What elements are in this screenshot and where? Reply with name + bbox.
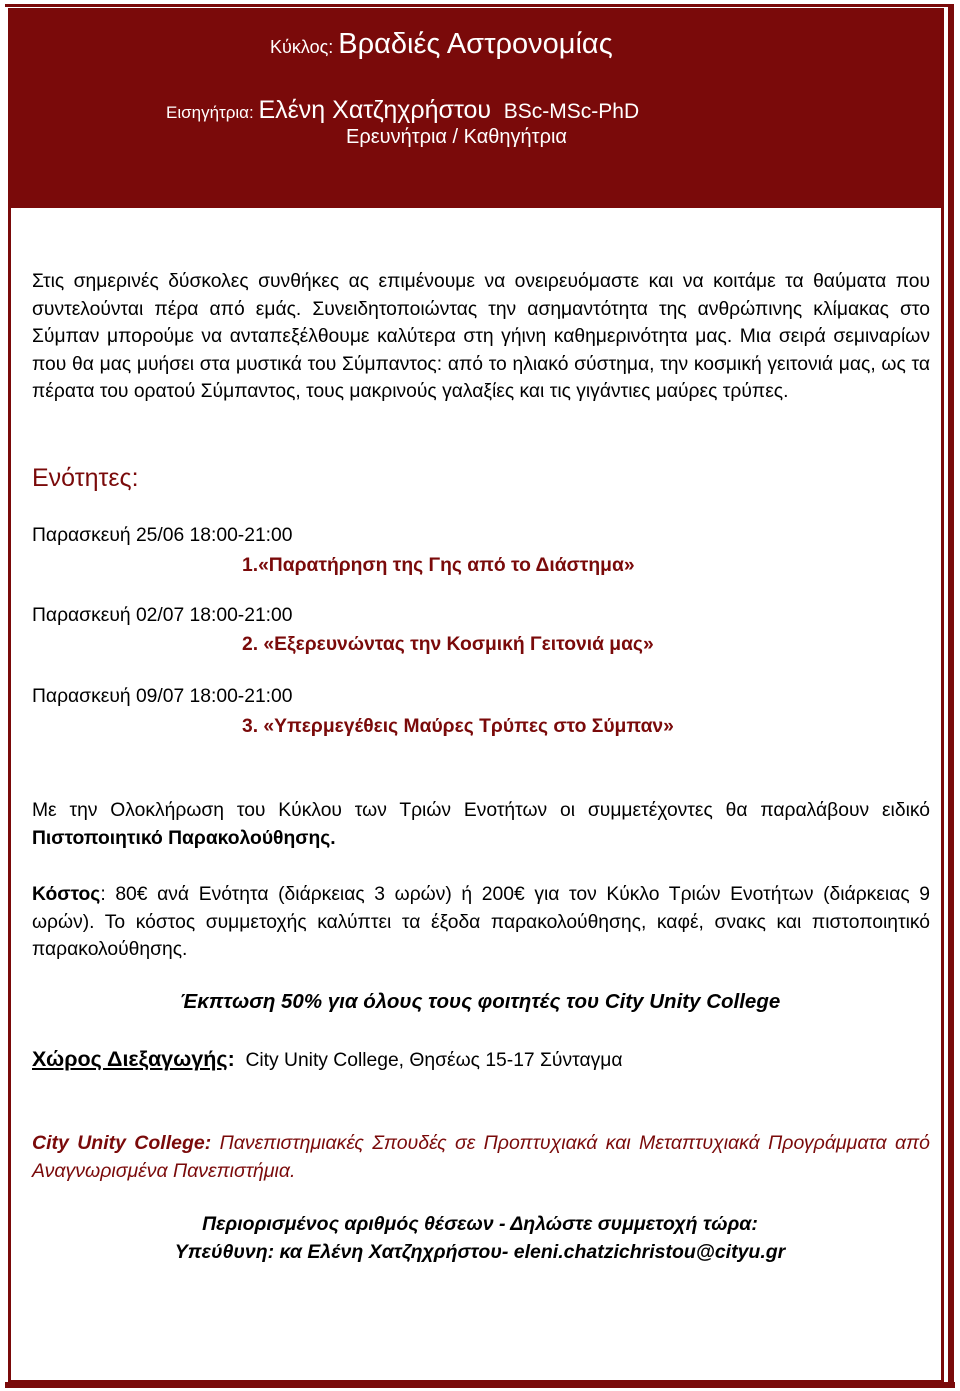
- cost-label: Κόστος: [32, 884, 101, 905]
- cycle-title: Βραδιές Αστρονομίας: [338, 28, 613, 60]
- speaker-role: Ερευνήτρια / Καθηγήτρια: [346, 126, 567, 148]
- venue-colon: :: [227, 1047, 235, 1071]
- speaker-degrees: BSc-MSc-PhD: [503, 100, 640, 123]
- bottom-border: [5, 1382, 955, 1388]
- cycle-line: [270, 28, 613, 61]
- header-banner: [8, 8, 944, 208]
- cycle-label: Κύκλος:: [270, 37, 334, 57]
- session-1-title: 1.«Παρατήρηση της Γης από το Διάστημα»: [242, 555, 635, 576]
- speaker-line: [166, 96, 639, 125]
- session-1-date: Παρασκευή 25/06 18:00-21:00: [32, 525, 293, 546]
- session-3-date: Παρασκευή 09/07 18:00-21:00: [32, 686, 293, 707]
- session-3-title: 3. «Υπερμεγέθεις Μαύρες Τρύπες στο Σύμπαν»: [242, 716, 674, 737]
- closing-block: [0, 1211, 960, 1266]
- speaker-label: Εισηγήτρια:: [166, 103, 254, 122]
- intro-text: Στις σημερινές δύσκολες συνθήκες ας επιμένουμε να ονειρευόμαστε και να κοιτάμε τα θαύματα που συντελούνται πέρα από εμάς. Συνειδητοποιώντας την ασημαντότητα της ανθρώπινης κλίμακας στο Σύμπαν μπορούμε να ανταπεξέλθουμε καλύτερα στη γήινη καθημερινότητα μας. Μια σειρά σεμιναρίων που θα μας μυήσει στα μυστικά του Σύμπαντος: από το ηλιακό σύστημα, την κοσμική γειτονιά μας, ως τα πέρατα του ορατού Σύμπαντος, τους μακρινούς γαλαξίες και τις γιγάντιες μαύρες τρύπες.: [32, 271, 930, 402]
- certificate-paragraph: [32, 797, 930, 852]
- session-2-date: Παρασκευή 02/07 18:00-21:00: [32, 605, 293, 626]
- college-text: Πανεπιστημιακές Σπουδές σε Προπτυχιακά και Μεταπτυχιακά Προγράμματα από Αναγνωρισμένα Πανεπιστήμια.: [32, 1132, 930, 1182]
- sections-title: Ενότητες:: [32, 464, 139, 492]
- closing-line-1: Περιορισμένος αριθμός θέσεων - Δηλώστε συμμετοχή τώρα:: [202, 1213, 758, 1235]
- closing-line-2: Υπεύθυνη: κα Ελένη Χατζηχρήστου- eleni.chatzichristou@cityu.gr: [174, 1240, 786, 1263]
- venue-line: [32, 1047, 622, 1072]
- cost-text: : 80€ ανά Ενότητα (διάρκειας 3 ωρών) ή 200€ για τον Κύκλο Τριών Ενοτήτων (διάρκειας 9 ωρών). Το κόστος συμμετοχής καλύπτει τα έξοδα παρακολούθησης, καφέ, σνακς και πιστοποιητικό παρακολούθησης.: [32, 884, 930, 960]
- intro-paragraph: [32, 268, 930, 406]
- college-paragraph: [32, 1130, 930, 1185]
- top-border: [5, 4, 953, 7]
- venue-label: Χώρος Διεξαγωγής: [32, 1047, 228, 1071]
- college-name: City Unity College:: [32, 1132, 212, 1154]
- cost-paragraph: [32, 881, 930, 964]
- speaker-name: Ελένη Χατζηχρήστου: [258, 96, 492, 124]
- venue-text: City Unity College, Θησέως 15-17 Σύνταγμα: [245, 1050, 623, 1071]
- right-border: [948, 4, 954, 1387]
- discount-notice: Έκπτωση 50% για όλους τους φοιτητές του City Unity College: [179, 990, 781, 1013]
- session-2-title: 2. «Εξερευνώντας την Κοσμική Γειτονιά μας»: [242, 634, 654, 655]
- certificate-text: Με την Ολοκλήρωση του Κύκλου των Τριών Ενοτήτων οι συμμετέχοντες θα παραλάβουν ειδικό: [32, 800, 930, 821]
- certificate-bold: Πιστοποιητικό Παρακολούθησης.: [32, 827, 336, 849]
